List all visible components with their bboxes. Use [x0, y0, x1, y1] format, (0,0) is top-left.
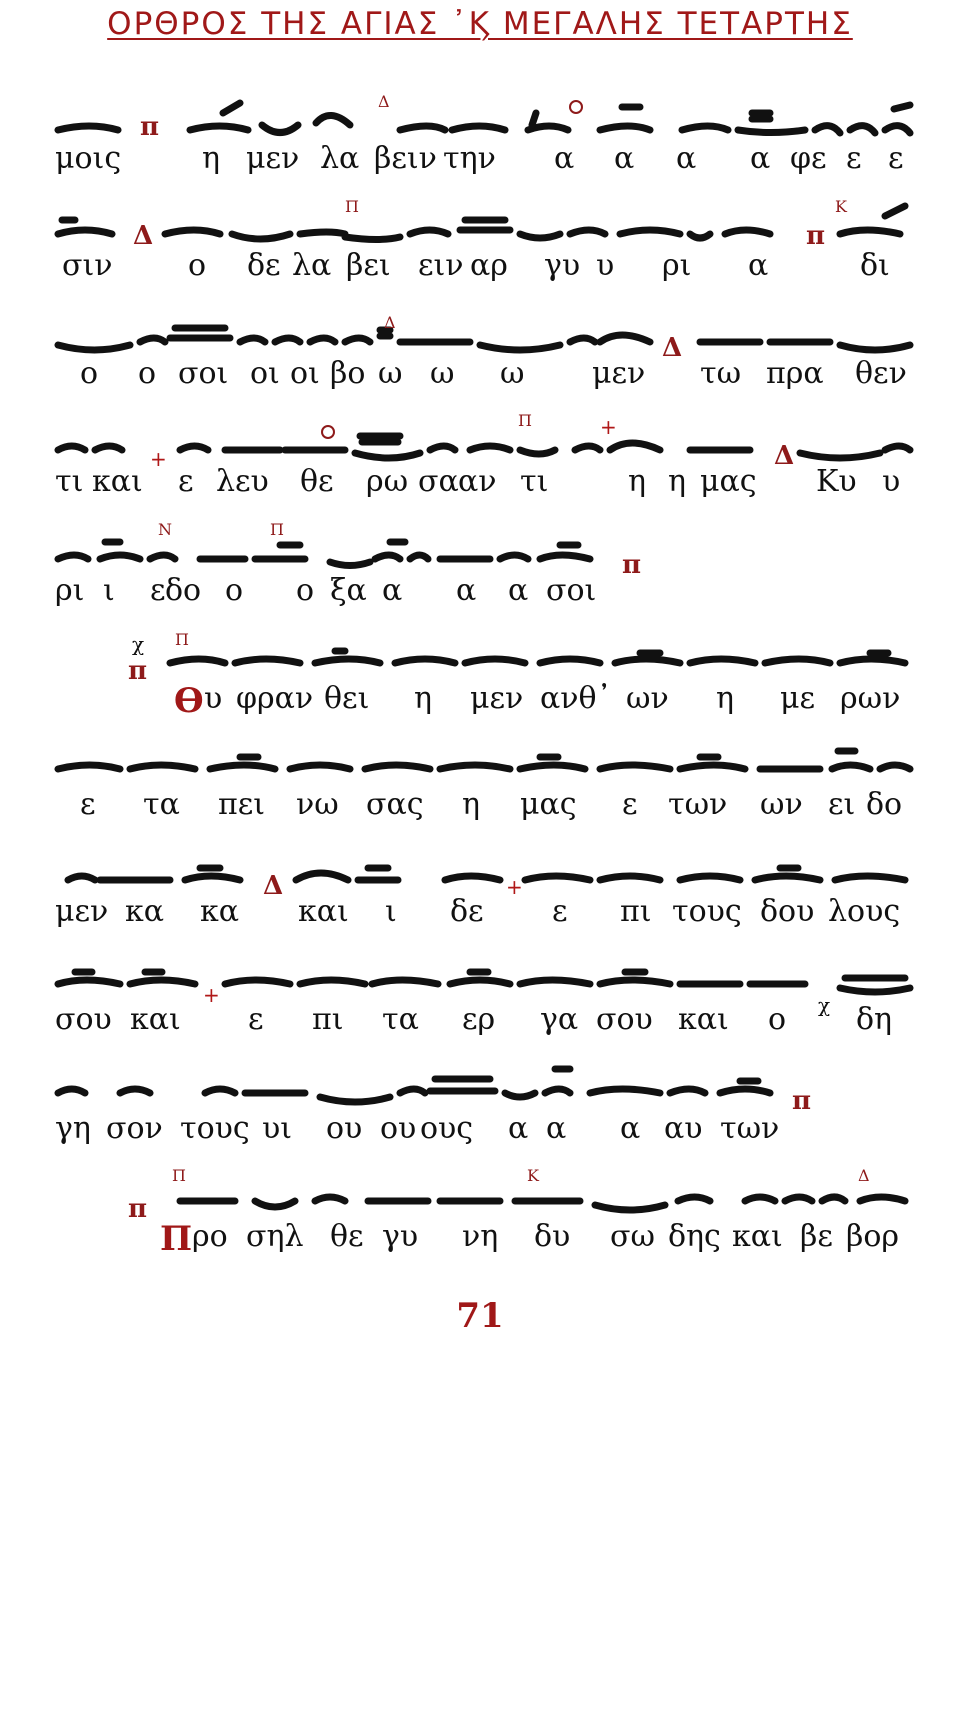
syllable: δου — [760, 894, 815, 929]
syllable: λα — [320, 141, 360, 176]
syllable: α — [456, 573, 477, 608]
lyrics-line-6 — [0, 681, 960, 725]
chant-line-1 — [0, 85, 960, 190]
syllable: νω — [296, 787, 339, 822]
syllable: α — [508, 1111, 529, 1146]
syllable: κα — [200, 894, 240, 929]
syllable: τω — [700, 356, 742, 391]
syllable: την — [443, 141, 496, 176]
syllable: ε — [248, 1002, 264, 1037]
syllable: με — [780, 681, 816, 716]
syllable: ρι — [662, 248, 692, 283]
syllable: ανθ᾽ — [540, 681, 612, 716]
syllable: σας — [366, 787, 424, 822]
syllable: λους — [828, 894, 901, 929]
neume-kappa-mark: Κ — [527, 1166, 539, 1185]
syllable: λευ — [216, 464, 269, 499]
syllable: οι — [250, 356, 280, 391]
neume-pi-mark: π — [622, 550, 642, 580]
syllable: τους — [180, 1111, 250, 1146]
neume-pi-mark: π — [140, 112, 160, 142]
syllable: τα — [382, 1002, 419, 1037]
neume-delta-mark: Δ — [133, 221, 154, 251]
syllable: ερ — [462, 1002, 496, 1037]
syllable: δε — [247, 248, 281, 283]
neume-delta-mark: Δ — [384, 313, 396, 332]
syllable: σου — [55, 1002, 112, 1037]
syllable: μεν — [592, 356, 646, 391]
neume-pi-mark: π — [792, 1086, 812, 1116]
syllable: ι — [103, 573, 115, 608]
neume-pi-mark: Π — [172, 1166, 186, 1185]
syllable: σιν — [62, 248, 113, 283]
chant-line-7 — [0, 731, 960, 836]
lyrics-line-10 — [0, 1111, 960, 1155]
chant-line-8 — [0, 838, 960, 943]
syllable: ε — [80, 787, 96, 822]
red-initial-letter: Ɵ — [174, 681, 204, 721]
chant-line-5 — [0, 517, 960, 622]
syllable: ε — [552, 894, 568, 929]
syllable: σηλ — [246, 1219, 304, 1254]
lyrics-line-7 — [0, 787, 960, 831]
neume-pi-mark: π — [128, 1194, 148, 1224]
syllable: μας — [700, 464, 757, 499]
syllable: α — [382, 573, 403, 608]
syllable: σα — [418, 464, 459, 499]
syllable: φε — [790, 141, 827, 176]
syllable: τους — [672, 894, 742, 929]
syllable: ρων — [840, 681, 901, 716]
syllable: και — [298, 894, 349, 929]
syllable: τι — [520, 464, 549, 499]
syllable: βε — [800, 1219, 833, 1254]
lyrics-line-2 — [0, 248, 960, 292]
lyrics-line-1 — [0, 141, 960, 185]
chant-line-3 — [0, 300, 960, 405]
syllable: ε — [888, 141, 904, 176]
syllable: βειν — [374, 141, 437, 176]
lyrics-line-5 — [0, 573, 960, 617]
syllable: γυ — [544, 248, 581, 283]
neume-plus-mark: + — [506, 875, 523, 899]
page-title: ΟΡΘΡΟΣ ΤΗΣ ΑΓΙΑΣ ᾿Ϗ ΜΕΓΑΛΗΣ ΤΕΤΑΡΤΗΣ — [107, 6, 853, 42]
lyrics-line-9 — [0, 1002, 960, 1046]
syllable: θεν — [855, 356, 907, 391]
syllable: ε — [150, 573, 166, 608]
syllable: ων — [760, 787, 803, 822]
syllable: γα — [540, 1002, 579, 1037]
syllable: σοι — [546, 573, 597, 608]
syllable: σω — [610, 1219, 655, 1254]
chant-line-6 — [0, 625, 960, 730]
syllable: και — [678, 1002, 729, 1037]
syllable: ω — [378, 356, 403, 391]
syllable: πει — [218, 787, 266, 822]
neume-pi-mark: π — [806, 221, 826, 251]
chant-line-9 — [0, 946, 960, 1051]
syllable: αρ — [470, 248, 508, 283]
syllable: η — [628, 464, 646, 499]
syllable: ρω — [366, 464, 409, 499]
syllable: α — [614, 141, 635, 176]
syllable: ο — [296, 573, 315, 608]
syllable: μεν — [246, 141, 300, 176]
chant-line-11 — [0, 1163, 960, 1268]
syllable: δο — [165, 573, 202, 608]
syllable: αυ — [664, 1111, 703, 1146]
syllable: ει — [828, 787, 856, 822]
syllable: ρι — [55, 573, 85, 608]
syllable: ου — [380, 1111, 417, 1146]
syllable: η — [462, 787, 480, 822]
syllable: δη — [856, 1002, 893, 1037]
syllable: μας — [520, 787, 577, 822]
syllable: γυ — [382, 1219, 419, 1254]
syllable: ων — [626, 681, 669, 716]
neume-delta-mark: Δ — [263, 871, 284, 901]
chant-line-2 — [0, 192, 960, 297]
lyrics-line-3 — [0, 356, 960, 400]
syllable: α — [546, 1111, 567, 1146]
syllable: ε — [622, 787, 638, 822]
syllable: οι — [290, 356, 320, 391]
syllable: νη — [462, 1219, 499, 1254]
neume-plus-mark: + — [600, 415, 617, 439]
syllable: δι — [860, 248, 890, 283]
syllable: ο — [225, 573, 244, 608]
syllable: ο — [138, 356, 157, 391]
syllable: φραν — [236, 681, 314, 716]
syllable: και — [92, 464, 143, 499]
syllable: α — [748, 248, 769, 283]
neume-circle-mark — [322, 426, 334, 438]
syllable: η — [668, 464, 686, 499]
chant-line-10 — [0, 1055, 960, 1160]
syllable: σου — [596, 1002, 653, 1037]
syllable: θε — [300, 464, 334, 499]
syllable: υ — [596, 248, 615, 283]
syllable: α — [554, 141, 575, 176]
neume-plus-mark: + — [203, 983, 220, 1007]
neume-chi-mark: χ — [818, 993, 831, 1017]
syllable: των — [668, 787, 728, 822]
neume-pi-mark: π — [128, 656, 148, 686]
neume-delta-mark: Δ — [662, 333, 683, 363]
syllable: μοις — [55, 141, 122, 176]
neume-pi-mark: Π — [345, 197, 359, 216]
lyrics-line-4 — [0, 464, 960, 508]
syllable: η — [202, 141, 220, 176]
neume-pi-mark: Π — [270, 520, 284, 539]
syllable: και — [130, 1002, 181, 1037]
syllable: ο — [188, 248, 207, 283]
syllable: υ — [204, 681, 223, 716]
syllable: κα — [125, 894, 165, 929]
neume-circle-mark — [570, 101, 582, 113]
syllable: τα — [143, 787, 180, 822]
syllable: πι — [312, 1002, 344, 1037]
syllable: δυ — [534, 1219, 571, 1254]
syllable: πι — [620, 894, 652, 929]
neume-delta-mark: Δ — [378, 92, 390, 111]
syllable: μεν — [55, 894, 109, 929]
lyrics-line-11 — [0, 1219, 960, 1263]
syllable: Κυ — [816, 464, 857, 499]
syllable: τι — [55, 464, 84, 499]
syllable: των — [720, 1111, 780, 1146]
syllable: α — [508, 573, 529, 608]
syllable: ειν — [418, 248, 464, 283]
syllable: δο — [866, 787, 903, 822]
neume-plus-mark: + — [150, 447, 167, 471]
syllable: ω — [430, 356, 455, 391]
syllable: μεν — [470, 681, 524, 716]
neume-pi-mark: Π — [175, 630, 189, 649]
chant-line-4 — [0, 408, 960, 513]
syllable: η — [716, 681, 734, 716]
syllable: ους — [420, 1111, 474, 1146]
page-number: 71 — [456, 1296, 504, 1336]
syllable: ω — [500, 356, 525, 391]
syllable: δε — [450, 894, 484, 929]
syllable: και — [732, 1219, 783, 1254]
syllable: υι — [262, 1111, 292, 1146]
syllable: θει — [324, 681, 370, 716]
syllable: ξα — [330, 573, 367, 608]
syllable: γη — [55, 1111, 91, 1146]
syllable: σοι — [178, 356, 229, 391]
neume-delta-mark: Δ — [858, 1166, 870, 1185]
syllable: ρο — [192, 1219, 228, 1254]
neume-kappa-mark: Κ — [835, 197, 847, 216]
syllable: λα — [292, 248, 332, 283]
syllable: η — [414, 681, 432, 716]
syllable: ου — [326, 1111, 363, 1146]
red-initial-letter: Π — [160, 1219, 193, 1259]
syllable: σον — [106, 1111, 163, 1146]
lyrics-line-8 — [0, 894, 960, 938]
neume-chi-mark: χ — [132, 632, 145, 656]
syllable: υ — [882, 464, 901, 499]
syllable: ο — [768, 1002, 787, 1037]
syllable: αν — [458, 464, 497, 499]
syllable: α — [676, 141, 697, 176]
syllable: βορ — [846, 1219, 900, 1254]
neume-pi-mark: Π — [518, 411, 532, 430]
syllable: ε — [178, 464, 194, 499]
syllable: ο — [80, 356, 99, 391]
syllable: α — [750, 141, 771, 176]
syllable: ε — [846, 141, 862, 176]
syllable: πρα — [766, 356, 824, 391]
syllable: ι — [385, 894, 397, 929]
syllable: θε — [330, 1219, 364, 1254]
syllable: βο — [330, 356, 366, 391]
syllable: α — [620, 1111, 641, 1146]
neume-nu-mark: Ν — [158, 520, 172, 539]
syllable: δης — [668, 1219, 721, 1254]
syllable: βει — [346, 248, 391, 283]
neume-delta-mark: Δ — [774, 441, 795, 471]
